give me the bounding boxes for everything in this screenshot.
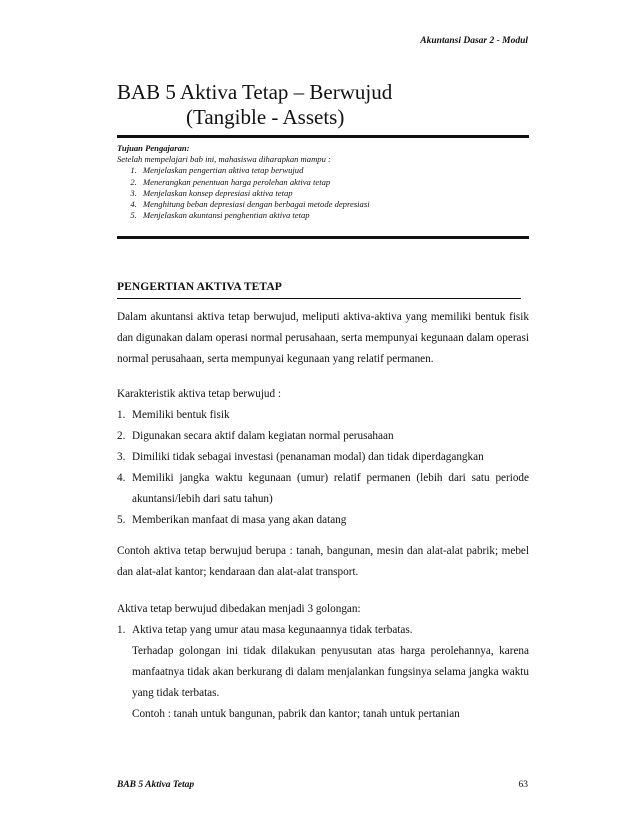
definition-paragraph: [117, 307, 529, 370]
running-header: Akuntansi Dasar 2 - Modul: [420, 36, 528, 46]
characteristics-block: [117, 384, 529, 531]
characteristic-item: 2. Digunakan secara aktif dalam kegiatan normal perusahaan: [117, 430, 394, 442]
chapter-title-line2: (Tangible - Assets): [186, 105, 345, 129]
group-item: 1. Aktiva tetap yang umur atau masa kegunaannya tidak terbatas. Terhadap golongan ini tidak dilakukan penyusutan atas harga perolehannya, karena manfaatnya tidak akan berkurang di dalam menjalankan fungsinya selama jangka waktu yang tidak terbatas. Contoh : tanah untuk bangunan, pabrik dan kantor; tanah untuk pertanian: [117, 620, 529, 725]
section-underline: [117, 298, 521, 299]
bottom-divider: [117, 236, 529, 239]
chapter-title: [117, 80, 392, 130]
group-example: Contoh : tanah untuk bangunan, pabrik dan kantor; tanah untuk pertanian: [132, 708, 460, 720]
characteristic-item: 1. Memiliki bentuk fisik: [117, 409, 230, 421]
group-title: Aktiva tetap yang umur atau masa kegunaannya tidak terbatas.: [132, 624, 413, 636]
group-description: Terhadap golongan ini tidak dilakukan penyusutan atas harga perolehannya, karena manfaatnya tidak akan berkurang di dalam menjalankan fungsinya selama jangka waktu yang tidak terbatas.: [132, 645, 529, 699]
learning-objectives: [117, 143, 529, 221]
characteristic-item: 3. Dimiliki tidak sebagai investasi (penanaman modal) dan tidak diperdagangkan: [117, 451, 484, 463]
footer-chapter-label: BAB 5 Aktiva Tetap: [117, 780, 195, 790]
characteristic-item: 4. Memiliki jangka waktu kegunaan (umur) relatif permanen (lebih dari satu periode akuntansi/lebih dari satu tahun): [117, 472, 529, 505]
page-number: 63: [518, 780, 528, 790]
section-heading: PENGERTIAN AKTIVA TETAP: [117, 281, 282, 293]
top-divider: [117, 135, 529, 138]
examples-paragraph: [117, 541, 529, 583]
objective-item: 3. Menjelaskan konsep depresiasi aktiva tetap: [139, 188, 529, 199]
chapter-title-line1: BAB 5 Aktiva Tetap – Berwujud: [117, 80, 393, 104]
objective-item: 4. Menghitung beban depresiasi dengan berbagai metode depresiasi: [139, 199, 529, 210]
characteristic-item: 5. Memberikan manfaat di masa yang akan datang: [117, 514, 347, 526]
objective-item: 2. Menerangkan penentuan harga perolehan aktiva tetap: [139, 177, 529, 188]
groups-list: [117, 620, 529, 725]
examples-text: Contoh aktiva tetap berwujud berupa : tanah, bangunan, mesin dan alat-alat pabrik; mebel dan alat-alat kantor; kendaraan dan alat-alat transport.: [117, 545, 529, 578]
objectives-intro: Setelah mempelajari bab ini, mahasiswa diharapkan mampu :: [117, 154, 331, 165]
characteristics-list: [117, 405, 529, 531]
objective-item: 5. Menjelaskan akuntansi penghentian aktiva tetap: [139, 210, 529, 221]
objective-item: 1. Menjelaskan pengertian aktiva tetap berwujud: [139, 165, 529, 176]
objectives-title: Tujuan Pengajaran:: [117, 143, 190, 153]
groups-intro: Aktiva tetap berwujud dibedakan menjadi 3 golongan:: [117, 603, 361, 615]
objectives-list: [117, 165, 529, 221]
characteristics-intro: Karakteristik aktiva tetap berwujud :: [117, 388, 282, 400]
groups-block: [117, 599, 529, 725]
definition-text: Dalam akuntansi aktiva tetap berwujud, meliputi aktiva-aktiva yang memiliki bentuk fisik dan digunakan dalam operasi normal perusahaan, serta mempunyai kegunaan dalam operasi normal perusahaan, serta mempunyai kegunaan yang relatif permanen.: [117, 311, 529, 365]
